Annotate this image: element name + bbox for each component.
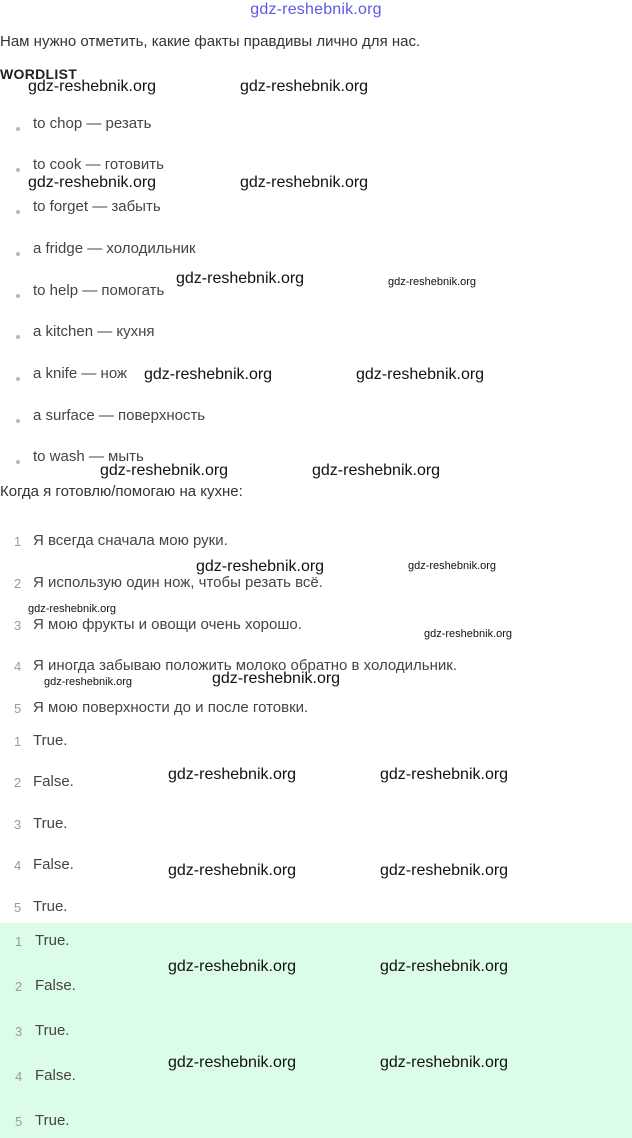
watermark: gdz-reshebnik.org (380, 958, 509, 975)
watermark: gdz-reshebnik.org (44, 676, 133, 688)
answer-number: 5 (15, 1114, 23, 1129)
answer-text: True. (35, 932, 70, 949)
watermark: gdz-reshebnik.org (240, 174, 369, 191)
watermark: gdz-reshebnik.org (312, 462, 441, 479)
statement-text: Я мою фрукты и овощи очень хорошо. (33, 616, 302, 633)
watermark: gdz-reshebnik.org (168, 1054, 297, 1071)
statement-text: Я всегда сначала мою руки. (33, 532, 228, 549)
bullet-icon (16, 252, 20, 256)
highlighted-answers-block (0, 923, 632, 1138)
watermark: gdz-reshebnik.org (380, 1054, 509, 1071)
statement-number: 3 (14, 618, 22, 633)
intro-text: Нам нужно отметить, какие факты правдивы лично для нас. (0, 33, 421, 50)
bullet-icon (16, 294, 20, 298)
bullet-icon (16, 460, 20, 464)
answer-text: True. (35, 1022, 70, 1039)
wordlist-title: WORDLIST (0, 66, 78, 82)
watermark: gdz-reshebnik.org (28, 174, 157, 191)
bullet-icon (16, 377, 20, 381)
watermark: gdz-reshebnik.org (380, 862, 509, 879)
list-item: to wash — мыть (33, 448, 144, 465)
statement-text: Я использую один нож, чтобы резать всё. (33, 574, 323, 591)
section-title: Когда я готовлю/помогаю на кухне: (0, 483, 243, 500)
answer-number: 1 (15, 934, 23, 949)
watermark: gdz-reshebnik.org (240, 78, 369, 95)
statement-number: 2 (14, 576, 22, 591)
answer-number: 5 (14, 900, 22, 915)
statement-number: 1 (14, 534, 22, 549)
watermark: gdz-reshebnik.org (144, 366, 273, 383)
watermark: gdz-reshebnik.org (408, 560, 497, 572)
watermark: gdz-reshebnik.org (388, 276, 477, 288)
answer-number: 2 (14, 775, 22, 790)
answer-number: 4 (15, 1069, 23, 1084)
answer-number: 3 (14, 817, 22, 832)
watermark: gdz-reshebnik.org (168, 862, 297, 879)
bullet-icon (16, 335, 20, 339)
list-item: to chop — резать (33, 115, 152, 132)
site-header-link[interactable]: gdz-reshebnik.org (250, 1, 382, 18)
statement-number: 4 (14, 659, 22, 674)
bullet-icon (16, 210, 20, 214)
watermark: gdz-reshebnik.org (424, 628, 513, 640)
list-item: a surface — поверхность (33, 407, 206, 424)
statement-number: 5 (14, 701, 22, 716)
watermark: gdz-reshebnik.org (28, 78, 157, 95)
watermark: gdz-reshebnik.org (196, 558, 325, 575)
watermark: gdz-reshebnik.org (100, 462, 229, 479)
list-item: to cook — готовить (33, 156, 164, 173)
list-item: a fridge — холодильник (33, 240, 196, 257)
watermark: gdz-reshebnik.org (212, 670, 341, 687)
bullet-icon (16, 168, 20, 172)
answer-text: False. (35, 977, 76, 994)
list-item: a kitchen — кухня (33, 323, 155, 340)
answer-text: True. (35, 1112, 70, 1129)
answer-number: 1 (14, 734, 22, 749)
watermark: gdz-reshebnik.org (168, 766, 297, 783)
answer-number: 2 (15, 979, 23, 994)
answer-text: True. (33, 732, 68, 749)
watermark: gdz-reshebnik.org (356, 366, 485, 383)
watermark: gdz-reshebnik.org (168, 958, 297, 975)
statement-text: Я мою поверхности до и после готовки. (33, 699, 309, 716)
bullet-icon (16, 127, 20, 131)
answer-text: True. (33, 898, 68, 915)
list-item: a knife — нож (33, 365, 128, 382)
answer-text: False. (33, 856, 74, 873)
answer-number: 4 (14, 858, 22, 873)
watermark: gdz-reshebnik.org (28, 603, 117, 615)
list-item: to help — помогать (33, 282, 165, 299)
answer-text: False. (33, 773, 74, 790)
watermark: gdz-reshebnik.org (380, 766, 509, 783)
list-item: to forget — забыть (33, 198, 161, 215)
statement-text: Я иногда забываю положить молоко обратно в холодильник. (33, 657, 457, 674)
answer-text: False. (35, 1067, 76, 1084)
answer-number: 3 (15, 1024, 23, 1039)
bullet-icon (16, 419, 20, 423)
answer-text: True. (33, 815, 68, 832)
watermark: gdz-reshebnik.org (176, 270, 305, 287)
